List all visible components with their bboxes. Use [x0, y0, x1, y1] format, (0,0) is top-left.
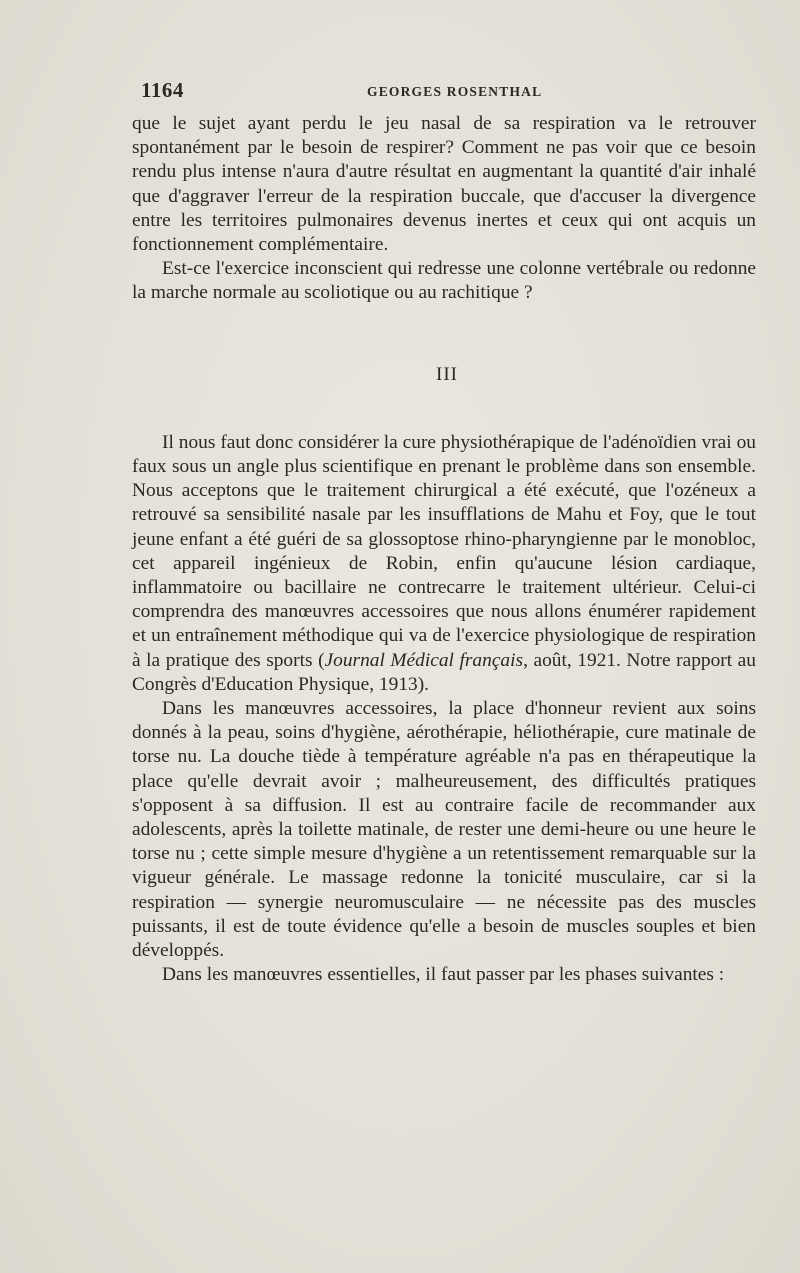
- journal-title: Journal Médical français: [324, 649, 524, 671]
- page-header: [141, 78, 761, 108]
- body-text: [132, 112, 756, 988]
- page-number: 1164: [141, 78, 184, 102]
- paragraph: Dans les manœuvres essentielles, il faut passer par les phases suivantes :: [162, 964, 725, 986]
- paragraph: Est-ce l'exercice inconscient qui redresse une colonne vertébrale ou redonne la marche normale au scoliotique ou au rachitique ?: [132, 258, 756, 304]
- paragraph-text: Il nous faut donc considérer la cure physiothérapique de l'adénoïdien vrai ou faux sous un angle plus scientifique en prenant le problème dans son ensemble. Nous acceptons que le traitement chirurgical a été exécuté, que l'ozéneux a retrouvé sa sensibilité nasale par les insufflations de Mahu et Foy, que le tout jeune enfant a été guéri de sa glossoptose rhino-pharyngienne par le monobloc, cet appareil ingénieux de Robin, enfin qu'aucune lésion cardiaque, inflammatoire ou bacillaire ne contrecarre le traitement ultérieur. Celui-ci comprendra des manœuvres accessoires que nous allons énumérer rapidement et un entraînement méthodique qui va de l'exercice physiologique de respiration à la pratique des sports (: [132, 431, 756, 671]
- paragraph: Dans les manœuvres accessoires, la place d'honneur revient aux soins donnés à la peau, soins d'hygiène, aérothérapie, héliothérapie, cure matinale de torse nu. La douche tiède à température agréable n'a pas en thérapeutique la place qu'elle devrait avoir ; malheureusement, des difficultés pratiques s'opposent à sa diffusion. Il est au contraire facile de recommander aux adolescents, après la toilette matinale, de rester une demi-heure ou une heure le torse nu ; cette simple mesure d'hygiène a un retentissement remarquable sur la vigueur générale. Le massage redonne la tonicité musculaire, car si la respiration — synergie neuromusculaire — ne nécessite pas des muscles puissants, il est de toute évidence qu'elle a besoin de muscles souples et bien développés.: [132, 698, 756, 962]
- paragraph-continuation: que le sujet ayant perdu le jeu nasal de sa respiration va le retrouver spontanément par le besoin de respirer? Comment ne pas voir que ce besoin rendu plus intense n'aura d'autre résultat en augmentant la quantité d'air inhalé que d'aggraver l'erreur de la respiration buccale, que d'accuser la divergence entre les territoires pulmonaires devenus inertes et ceux qui ont acquis un fonctionnement complémentaire.: [132, 113, 756, 256]
- section-heading: III: [436, 363, 458, 385]
- paragraph-text: , août, 1921. Notre rapport au Congrès d'Education Physique, 1913).: [132, 649, 756, 695]
- running-head: GEORGES ROSENTHAL: [367, 84, 543, 99]
- paragraph: [132, 431, 756, 697]
